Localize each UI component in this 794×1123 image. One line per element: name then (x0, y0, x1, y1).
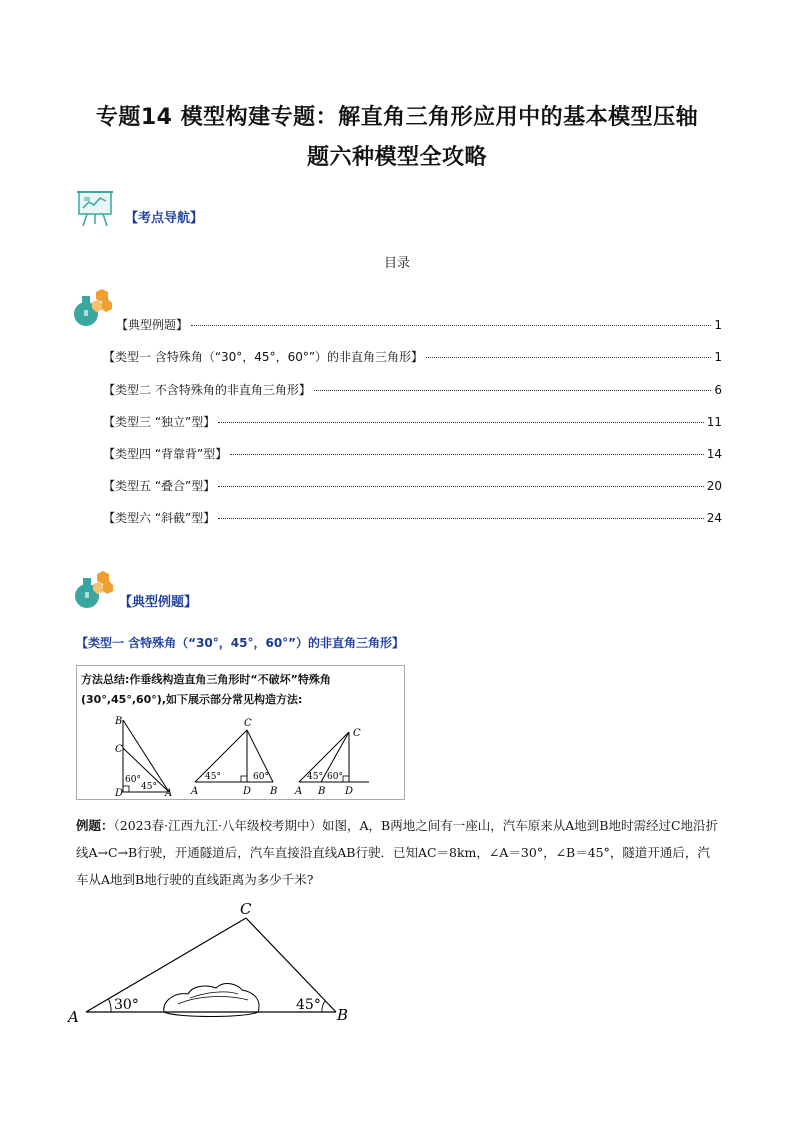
fig2-label-c: C (244, 718, 252, 729)
type-heading: 【类型一 含特殊角（“30°，45°，60°”）的非直角三角形】 (76, 636, 405, 650)
toc-leader (191, 325, 711, 326)
toc-item-page: 1 (714, 318, 722, 332)
fig1-label-b: B (115, 716, 123, 727)
figure-angle-a: 30° (114, 997, 139, 1013)
flask-icon (72, 288, 112, 330)
fig3-label-d: D (345, 786, 354, 797)
fig3-label-a: A (295, 786, 303, 797)
toc-item[interactable] (103, 413, 722, 430)
example-text: （2023春·江西九江·八年级校考期中）如图，A，B两地之间有一座山，汽车原来从A地到B地时需经过C地沿折线A→C→B行驶，开通隧道后，汽车直接沿直线AB行驶．已知AC＝8km，∠A＝30°，∠B＝45°，隧道开通后，汽车从A地到B地行驶的直线距离为多少千米? (76, 818, 719, 887)
toc-leader (218, 422, 703, 423)
toc-item[interactable] (103, 477, 722, 494)
example-lead: 例题： (76, 818, 114, 833)
fig2-angle-60: 60° (253, 772, 269, 782)
figure-3 (294, 728, 369, 797)
figure-1 (114, 716, 172, 798)
section-header (73, 570, 197, 612)
figure-angle-b: 45° (296, 997, 321, 1013)
toc-item-page: 1 (714, 350, 722, 364)
toc-item-label: 【类型六 “斜截”型】 (103, 511, 216, 525)
flask-icon (73, 570, 113, 612)
example-problem (76, 812, 721, 893)
toc-item-label: 【类型四 “背靠背”型】 (103, 447, 228, 461)
figure-2 (190, 718, 277, 797)
presentation-board-icon (73, 188, 117, 228)
title-line-1: 专题14 模型构建专题：解直角三角形应用中的基本模型压轴 (95, 105, 699, 130)
toc-item[interactable] (116, 316, 722, 333)
nav-header (73, 188, 203, 228)
toc-heading: 目录 (383, 256, 410, 271)
toc-item[interactable] (103, 445, 722, 462)
toc-leader (314, 390, 712, 391)
toc-leader (426, 357, 711, 358)
toc-item-page: 20 (706, 479, 722, 493)
method-text: 方法总结:作垂线构造直角三角形时“不破坏”特殊角(30°,45°,60°),如下展示部分常见构造方法: (81, 673, 331, 706)
toc-item-label: 【类型三 “独立”型】 (103, 415, 216, 429)
toc-item-label: 【典型例题】 (116, 318, 189, 332)
figure-label-a: A (68, 1008, 79, 1026)
section-label: 【典型例题】 (119, 595, 198, 610)
fig3-label-b: B (318, 786, 326, 797)
fig2-label-a: A (191, 786, 199, 797)
toc-item-page: 24 (706, 511, 722, 525)
method-summary-box (76, 665, 405, 800)
toc-item[interactable] (103, 348, 722, 365)
fig1-label-d: D (115, 788, 124, 798)
title-line-2: 题六种模型全攻略 (306, 145, 487, 170)
toc-item-page: 14 (706, 447, 722, 461)
toc-item-label: 【类型二 不含特殊角的非直角三角形】 (103, 383, 311, 397)
toc-leader (218, 486, 703, 487)
fig3-angle-45: 45° (307, 772, 323, 782)
construction-figures (77, 712, 404, 798)
toc-item[interactable] (103, 509, 722, 526)
nav-label: 【考点导航】 (125, 211, 204, 226)
mountain-tunnel-figure (66, 900, 366, 1030)
fig3-label-c: C (353, 728, 361, 739)
fig1-label-a: A (165, 788, 173, 798)
fig2-label-b: B (270, 786, 278, 797)
fig1-angle-45: 45° (141, 782, 157, 792)
toc-leader (230, 454, 703, 455)
figure-label-b: B (337, 1006, 349, 1024)
fig1-angle-60: 60° (125, 775, 141, 785)
toc-leader (218, 518, 703, 519)
toc-item[interactable] (103, 381, 722, 398)
document-title (40, 98, 754, 178)
fig1-label-c: C (115, 744, 123, 755)
fig3-angle-60: 60° (327, 772, 343, 782)
fig2-label-d: D (243, 786, 252, 797)
toc-item-label: 【类型五 “叠合”型】 (103, 479, 216, 493)
figure-label-c: C (240, 900, 252, 918)
toc-item-page: 11 (706, 415, 722, 429)
toc-item-label: 【类型一 含特殊角（“30°，45°，60°”）的非直角三角形】 (103, 350, 424, 364)
fig2-angle-45: 45° (205, 772, 221, 782)
toc-item-page: 6 (714, 383, 722, 397)
